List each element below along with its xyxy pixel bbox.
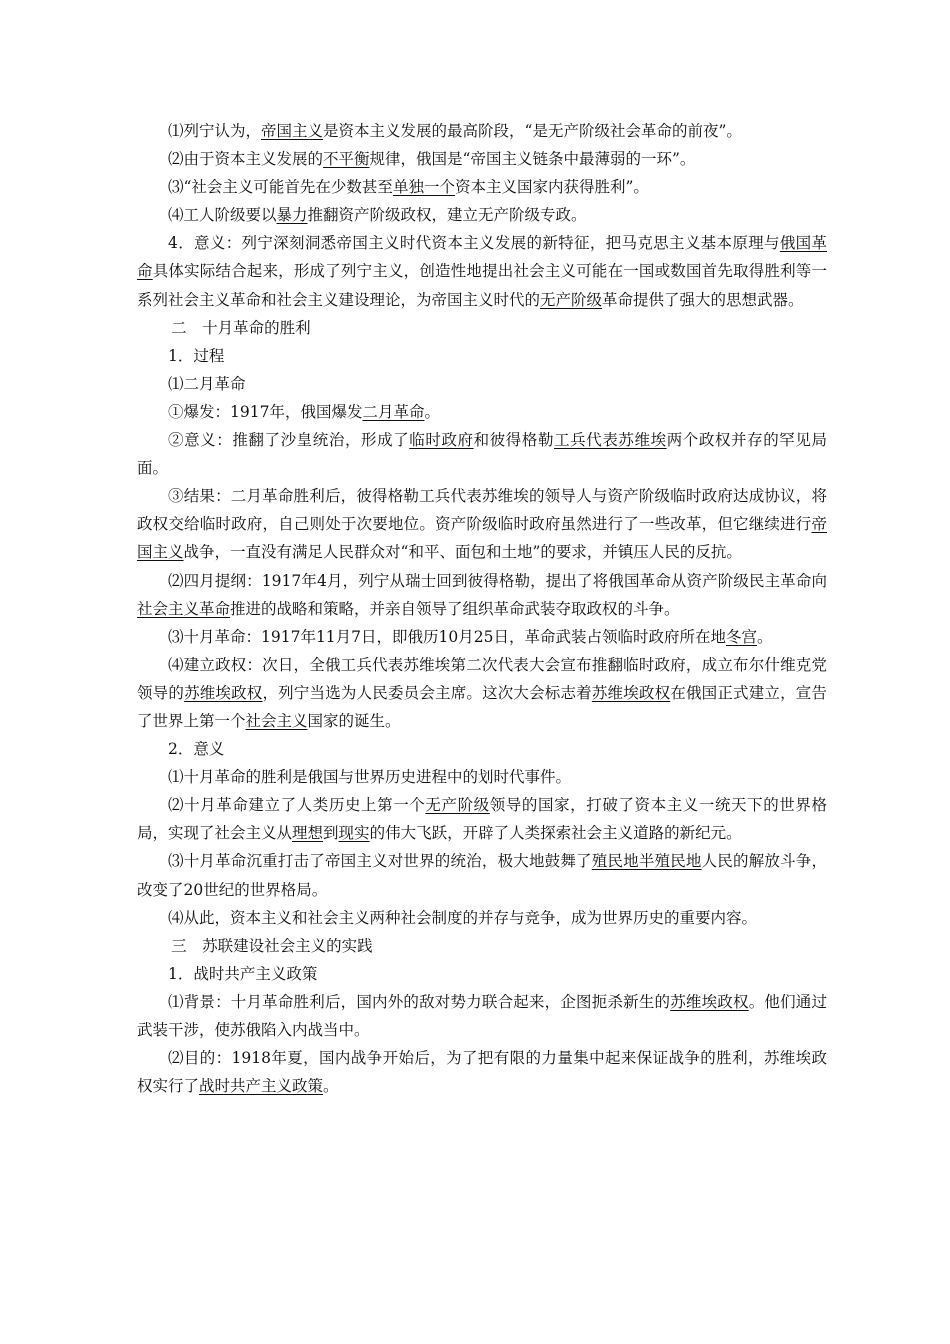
underlined-keyword: 俄国革命	[137, 234, 827, 281]
paragraph	[137, 623, 827, 651]
underlined-keyword: 帝国主义	[261, 122, 324, 140]
paragraph	[137, 960, 827, 988]
text-segment: ⑵十月革命建立了人类历史上第一个	[168, 796, 426, 815]
text-segment: 战争，一直没有满足人民群众对“和平、面包和土地”的要求，并镇压人民的反抗。	[183, 543, 742, 562]
underlined-keyword: 苏维埃政权	[670, 992, 749, 1011]
text-segment: ，列宁当选为人民委员会主席。这次大会标志着	[262, 683, 592, 702]
paragraph	[137, 791, 827, 847]
text-segment: 国家的诞生。	[307, 711, 401, 730]
underlined-keyword: 临时政府	[409, 431, 474, 450]
underlined-keyword: 社会主义革命	[137, 599, 231, 618]
underlined-keyword: 社会主义	[245, 711, 308, 730]
text-segment: 1．战时共产主义政策	[168, 964, 318, 983]
text-segment: ⑷工人阶级要以	[168, 206, 277, 225]
paragraph	[137, 567, 827, 623]
text-segment: 二 十月革命的胜利	[171, 318, 311, 337]
text-segment: ⑶十月革命：1917年11月7日，即俄历10月25日，革命武装占领临时政府所在地	[168, 627, 726, 646]
paragraph	[137, 763, 827, 791]
underlined-keyword: 现实	[338, 824, 370, 843]
section-heading	[137, 314, 827, 342]
text-segment: 的伟大飞跃，开辟了人类探索社会主义道路的新纪元。	[369, 824, 742, 843]
text-segment: ①爆发：1917年，俄国爆发	[168, 402, 363, 421]
text-segment: ②意义：推翻了沙皇统治，形成了	[168, 431, 410, 450]
section-heading	[137, 932, 827, 960]
underlined-keyword: 帝国主义	[137, 515, 827, 562]
paragraph	[137, 651, 827, 735]
text-segment: ⑴列宁认为，	[168, 122, 262, 140]
text-segment: 到	[323, 824, 339, 843]
text-segment: 。	[424, 402, 440, 421]
underlined-keyword: 无产阶级	[425, 796, 490, 815]
text-segment: ⑵四月提纲：1917年4月，列宁从瑞士回到彼得格勒，提出了将俄国革命从资产阶级民主革命向	[168, 571, 827, 590]
underlined-keyword: 苏维埃政权	[591, 683, 671, 702]
underlined-keyword: 无产阶级	[540, 290, 603, 309]
underlined-keyword: 工兵代表苏维埃	[554, 431, 667, 450]
text-segment: ⑴十月革命的胜利是俄国与世界历史进程中的划时代事件。	[168, 768, 572, 787]
underlined-keyword: 暴力	[276, 206, 308, 225]
paragraph	[137, 229, 827, 313]
underlined-keyword: 殖民地半殖民地	[591, 852, 702, 871]
text-segment: 三 苏联建设社会主义的实践	[171, 936, 373, 955]
paragraph	[137, 904, 827, 932]
paragraph	[137, 173, 827, 201]
paragraph	[137, 342, 827, 370]
text-segment: 两个政权并存的罕见局面。	[137, 431, 827, 478]
text-segment: 和彼得格勒	[473, 431, 555, 450]
text-segment: 推翻资产阶级政权，建立无产阶级专政。	[307, 206, 587, 225]
text-segment: 推进的战略和策略，并亲自领导了组织革命武装夺取政权的斗争。	[230, 599, 680, 618]
text-segment: 规律，俄国是“帝国主义链条中最薄弱的一环”。	[369, 150, 696, 169]
text-segment: ⑵目的：1918年夏，国内战争开始后，为了把有限的力量集中起来保证战争的胜利，苏维埃政权实行了	[137, 1049, 827, 1096]
text-segment: 人民的解放斗争，改变了20世纪的世界格局。	[137, 852, 827, 899]
underlined-keyword: 冬宫	[725, 627, 757, 646]
text-segment: 是资本主义发展的最高阶段，“是无产阶级社会革命的前夜”。	[323, 122, 742, 140]
text-segment: ⑴背景：十月革命胜利后，国内外的敌对势力联合起来，企图扼杀新生的	[168, 992, 671, 1011]
text-segment: 4．意义：列宁深刻洞悉帝国主义时代资本主义发展的新特征，把马克思主义基本原理与	[168, 234, 780, 253]
text-segment: 。他们通过武装干涉，使苏俄陷入内战当中。	[137, 992, 827, 1039]
text-segment: 。	[757, 627, 773, 646]
underlined-keyword: 苏维埃政权	[184, 683, 263, 702]
text-segment: ⑷从此，资本主义和社会主义两种社会制度的并存与竞争，成为世界历史的重要内容。	[168, 908, 758, 927]
text-segment: ③结果：二月革命胜利后，彼得格勒工兵代表苏维埃的领导人与资产阶级临时政府达成协议，将政权交给临时政府，自己则处于次要地位。资产阶级临时政府虽然进行了一些改革，但它继续进行	[137, 487, 827, 534]
underlined-keyword: 理想	[292, 824, 324, 843]
paragraph	[137, 426, 827, 482]
underlined-keyword: 战时共产主义政策	[199, 1077, 324, 1096]
text-segment: 领导的国家，打破了资本主义一统天下的世界格局，实现了社会主义从	[137, 796, 827, 843]
text-segment: 资本主义国家内获得胜利”。	[454, 178, 649, 197]
text-segment: ⑴二月革命	[168, 374, 246, 393]
text-segment: 1．过程	[168, 346, 225, 365]
paragraph	[137, 735, 827, 763]
text-segment: ⑶“社会主义可能首先在少数甚至	[168, 178, 393, 197]
text-segment: 2．意义	[168, 740, 225, 759]
paragraph	[137, 145, 827, 173]
paragraph	[137, 201, 827, 229]
paragraph	[137, 398, 827, 426]
paragraph	[137, 847, 827, 903]
paragraph	[137, 482, 827, 566]
underlined-keyword: 不平衡	[323, 150, 370, 169]
paragraph	[137, 1044, 827, 1100]
text-segment: ⑶十月革命沉重打击了帝国主义对世界的统治，极大地鼓舞了	[168, 852, 592, 871]
underlined-keyword: 二月革命	[362, 402, 425, 421]
text-segment: 具体实际结合起来，形成了列宁主义，创造性地提出社会主义可能在一国或数国首先取得胜利等一系列社会主义革命和社会主义建设理论，为帝国主义时代的	[137, 262, 827, 309]
document-body	[137, 117, 827, 1100]
text-segment: 在俄国正式建立，宣告了世界上第一个	[137, 683, 827, 730]
underlined-keyword: 单独一个	[392, 178, 455, 197]
text-segment: ⑷建立政权：次日，全俄工兵代表苏维埃第二次代表大会宣布推翻临时政府，成立布尔什维克党领导的	[137, 655, 827, 702]
paragraph	[137, 988, 827, 1044]
text-segment: 革命提供了强大的思想武器。	[602, 290, 804, 309]
text-segment: ⑵由于资本主义发展的	[168, 150, 324, 169]
text-segment: 。	[323, 1077, 339, 1096]
paragraph	[137, 117, 827, 145]
paragraph	[137, 370, 827, 398]
